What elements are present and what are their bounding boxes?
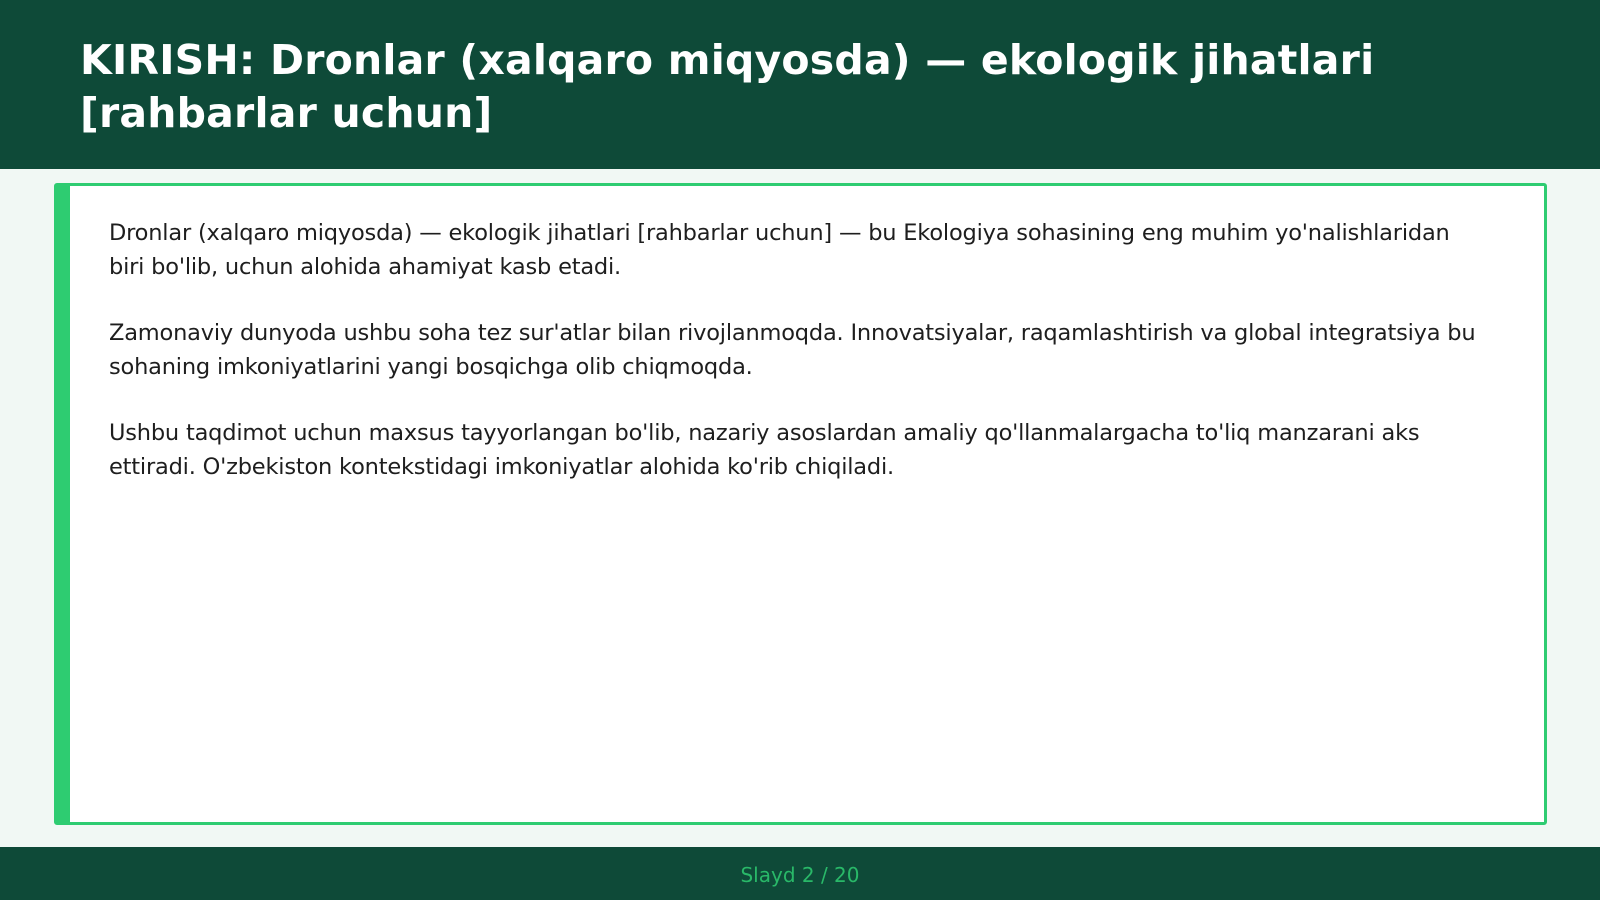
slide-counter: Slayd 2 / 20 — [740, 862, 860, 887]
content-card — [54, 183, 1547, 825]
paragraph-modern-world: Zamonaviy dunyoda ushbu soha tez sur'atlar bilan rivojlanmoqda. Innovatsiyalar, raqamlashtirish va global integratsiya bu sohaning imkoniyatlarini yangi bosqichga olib chiqmoqda. — [109, 320, 1476, 380]
slide-footer — [0, 847, 1600, 900]
paragraph-intro: Dronlar (xalqaro miqyosda) — ekologik jihatlari [rahbarlar uchun] — bu Ekologiya sohasining eng muhim yo'nalishlaridan biri bo'lib, uchun alohida ahamiyat kasb etadi. — [109, 220, 1450, 280]
slide-header — [0, 0, 1600, 169]
slide-title: KIRISH: Dronlar (xalqaro miqyosda) — ekologik jihatlari [rahbarlar uchun] — [80, 36, 1375, 137]
paragraph-presentation-purpose: Ushbu taqdimot uchun maxsus tayyorlangan bo'lib, nazariy asoslardan amaliy qo'llanmalargacha to'liq manzarani aks ettiradi. O'zbekiston kontekstidagi imkoniyatlar alohida ko'rib chiqiladi. — [109, 420, 1420, 480]
